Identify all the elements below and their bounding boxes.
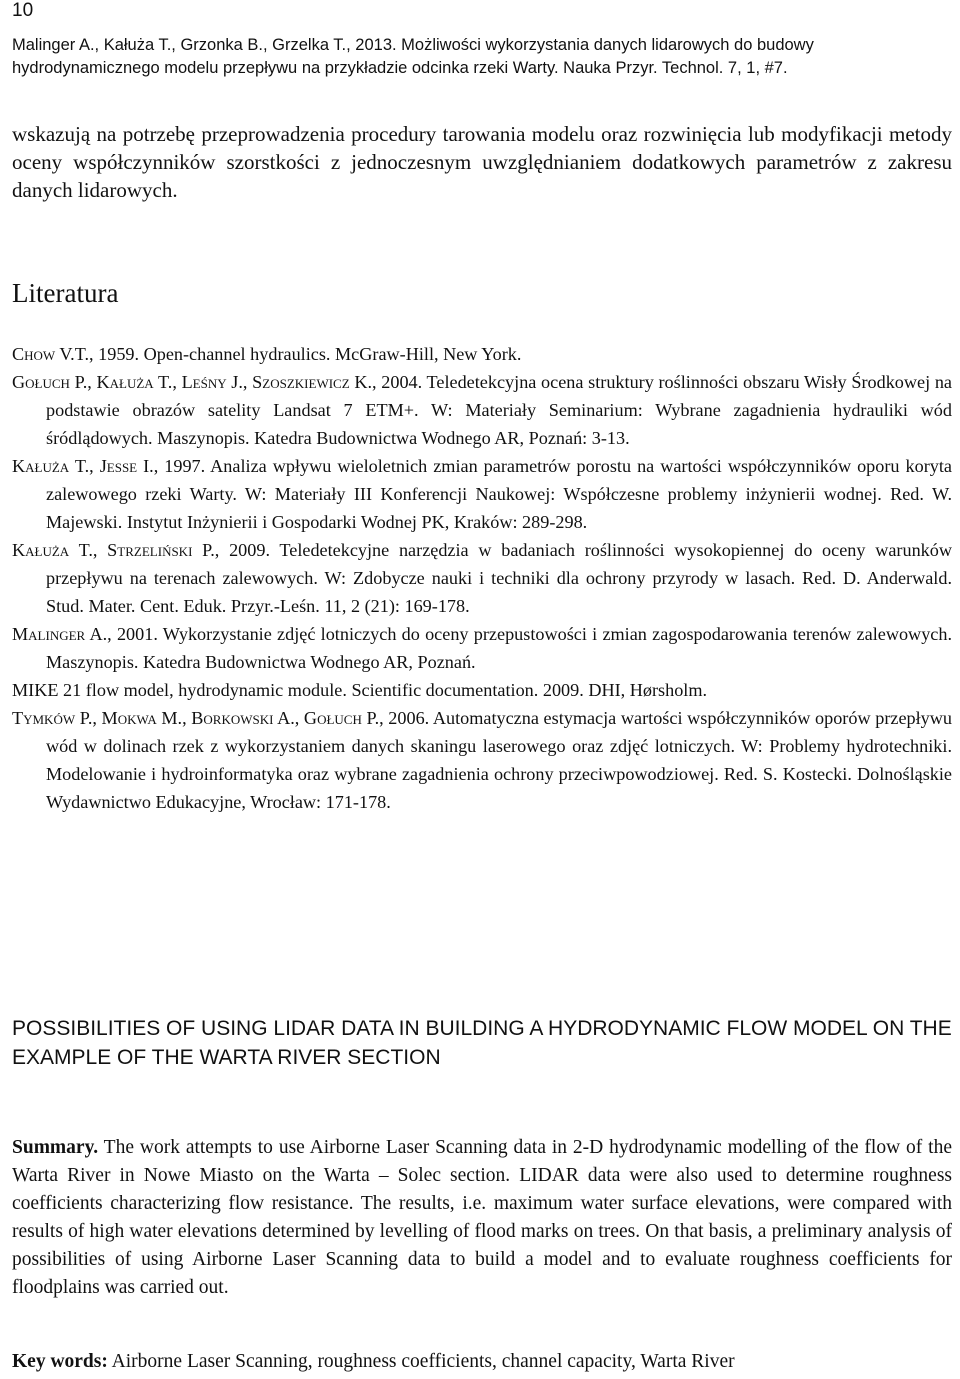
reference-item bbox=[12, 620, 952, 676]
keywords-label: Key words: bbox=[12, 1351, 108, 1372]
reference-text: , 2009. Teledetekcyjne narzędzia w badaniach roślinności wysokopiennej do oceny warunków przepływu na terenach zalewowych. W: Zdobycze nauki i techniki dla ochrony przyrody w lasach. Red. D. Anderwald. Stud. Mater. Cent. Eduk. Przyr.-Leśn. 11, 2 (21): 169-178. bbox=[46, 540, 952, 616]
reference-authors: Kałuża T., Strzeliński P. bbox=[12, 540, 215, 560]
reference-item bbox=[12, 368, 952, 452]
summary-paragraph bbox=[12, 1134, 952, 1302]
page-number: 10 bbox=[12, 0, 34, 21]
summary-text: The work attempts to use Airborne Laser Scanning data in 2-D hydrodynamic modelling of the flow of the Warta River in Nowe Miasto on the Warta – Solec section. LIDAR data were also used to determine roughness coefficients characterizing flow resistance. The results, i.e. maximum water surface elevations, were compared with results of high water elevations determined by levelling of flood marks on trees. On that basis, a preliminary analysis of possibilities of using Airborne Laser Scanning data to build a model and to evaluate roughness coefficients for floodplains was carried out. bbox=[12, 1137, 952, 1298]
reference-list bbox=[12, 340, 952, 816]
reference-item bbox=[12, 452, 952, 536]
citation-line-1: Malinger A., Kałuża T., Grzonka B., Grzelka T., 2013. Możliwości wykorzystania danych lidarowych do budowy bbox=[12, 36, 814, 54]
reference-item bbox=[12, 676, 952, 704]
intro-paragraph: wskazują na potrzebę przeprowadzenia procedury tarowania modelu oraz rozwinięcia lub modyfikacji metody oceny współczynników szorstkości z jednoczesnym uwzględnianiem dodatkowych parametrów z zakresu danych lidarowych. bbox=[12, 122, 952, 202]
reference-text: MIKE 21 flow model, hydrodynamic module. Scientific documentation. 2009. DHI, Hørsholm. bbox=[12, 680, 708, 700]
reference-item bbox=[12, 536, 952, 620]
reference-item bbox=[12, 704, 952, 816]
keywords-line bbox=[12, 1348, 952, 1376]
reference-authors: Gołuch P., Kałuża T., Leśny J., Szoszkiewicz K. bbox=[12, 372, 373, 392]
reference-text: , 2006. Automatyczna estymacja wartości współczynników oporów przepływu wód w dolinach rzek z wykorzystaniem danych skaningu laserowego oraz zdjęć lotniczych. W: Problemy hydrotechniki. Modelowanie i hydroinformatyka oraz wybrane zagadnienia ochrony przeciwpowodziowej. Red. S. Kostecki. Dolnośląskie Wydawnictwo Edukacyjne, Wrocław: 171-178. bbox=[46, 708, 952, 812]
citation-line-2: hydrodynamicznego modelu przepływu na przykładzie odcinka rzeki Warty. Nauka Przyr. Technol. 7, 1, #7. bbox=[12, 59, 788, 77]
reference-authors: Tymków P., Mokwa M., Borkowski A., Gołuch P. bbox=[12, 708, 380, 728]
reference-text: , 2004. Teledetekcyjna ocena struktury roślinności obszaru Wisły Środkowej na podstawie obrazów satelity Landsat 7 ETM+. W: Materiały Seminarium: Wybrane zagadnienia hydrauliki wód śródlądowych. Maszynopis. Katedra Budownictwa Wodnego AR, Poznań: 3-13. bbox=[46, 372, 953, 448]
document-page bbox=[8, 0, 952, 1379]
literature-heading: Literatura bbox=[12, 278, 119, 308]
reference-authors: Malinger A. bbox=[12, 624, 108, 644]
reference-text: , 1997. Analiza wpływu wieloletnich zmian parametrów porostu na wartości współczynników oporu koryta zalewowego rzeki Warty. W: Materiały III Konferencji Naukowej: Współczesne problemy inżynierii wodnej. Red. W. Majewski. Instytut Inżynierii i Gospodarki Wodnej PK, Kraków: 289-298. bbox=[46, 456, 952, 532]
reference-authors: Chow V.T. bbox=[12, 344, 90, 364]
reference-item bbox=[12, 340, 952, 368]
reference-authors: Kałuża T., Jesse I. bbox=[12, 456, 154, 476]
running-citation bbox=[12, 34, 952, 80]
reference-text: , 2001. Wykorzystanie zdjęć lotniczych do oceny przepustowości i zmian zagospodarowania terenów zalewowych. Maszynopis. Katedra Budownictwa Wodnego AR, Poznań. bbox=[46, 624, 952, 672]
reference-text: , 1959. Open-channel hydraulics. McGraw-Hill, New York. bbox=[89, 344, 522, 364]
english-title: POSSIBILITIES OF USING LIDAR DATA IN BUILDING A HYDRODYNAMIC FLOW MODEL ON THE EXAMPLE OF THE WARTA RIVER SECTION bbox=[12, 1017, 952, 1069]
summary-label: Summary. bbox=[12, 1137, 99, 1158]
keywords-text: Airborne Laser Scanning, roughness coefficients, channel capacity, Warta River bbox=[107, 1351, 735, 1372]
